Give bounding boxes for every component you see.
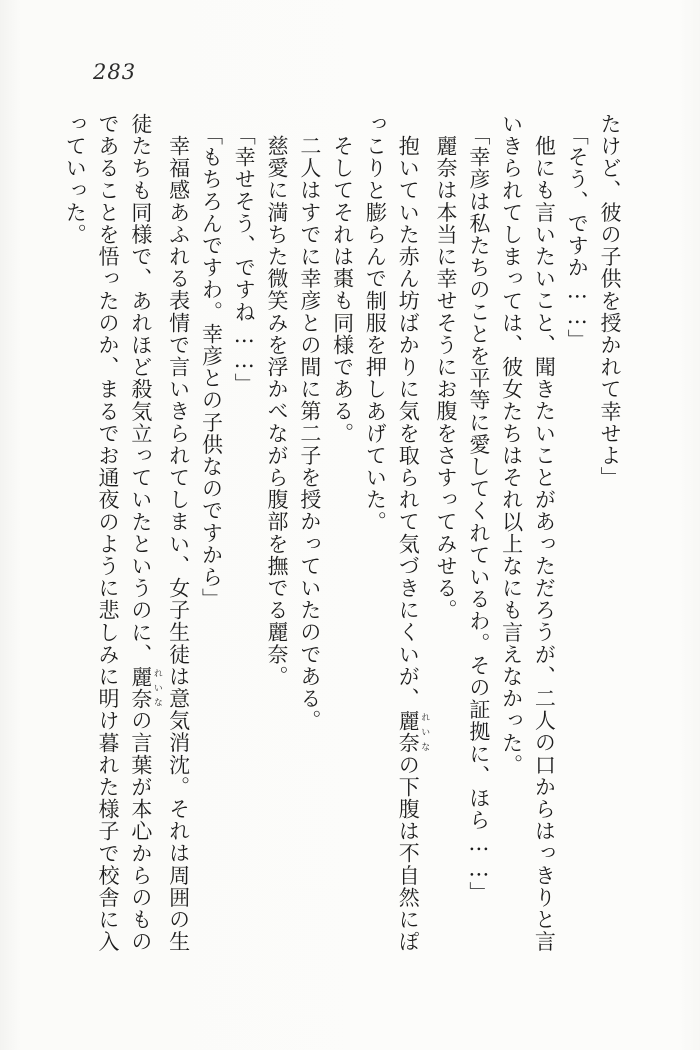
text-line: 幸福感あふれる表情で言いきられてしまい、女子生徒は意気消沈。それは周囲の生 [166,135,191,953]
text-line: いきられてしまっては、彼女たちはそれ以上なにも言えなかった。 [499,113,524,776]
text-line: っていった。 [63,113,88,246]
page-number: 283 [93,60,137,84]
text-line: っこりと膨らんで制服を押しあげていた。 [363,113,388,533]
ruby-annotated-name: 麗奈 れいな [396,709,430,754]
text-line: そしてそれは棗も同様である。 [330,135,355,445]
text-line: 慈愛に満ちた微笑みを浮かべながら腹部を撫でる麗奈。 [265,135,290,688]
text-line: 麗奈は本当に幸せそうにお腹をさすってみせる。 [434,135,459,622]
text-line: 二人はすでに幸彦との間に第二子を授かっていたのである。 [297,135,322,732]
text-line: 「そう、ですか……」 [565,124,590,351]
text-line: 「幸せそう、ですね……」 [232,124,257,396]
text-area [58,113,626,960]
text-line: 「幸彦は私たちのことを平等に愛してくれているわ。その証拠に、ほら……」 [466,124,491,904]
text-line: 抱いていた赤ん坊ばかりに気を取られて気づきにくいが、麗奈 れいなの下腹は不自然にぽ [396,135,430,953]
text-line: たけど、彼の子供を授かれて幸せよ」 [598,113,622,489]
text-line: 徒たちも同様で、あれほど殺気立っていたというのに、麗奈 れいなの言葉が本心からのもの [128,113,162,953]
text-line: 「もちろんですわ。幸彦との子供なのですから」 [199,124,224,611]
text-line: であることを悟ったのか、まるでお通夜のように悲しみに明け暮れた様子で校舎に入 [96,113,121,953]
ruby-annotated-name: 麗奈 れいな [128,665,162,710]
text-line: 他にも言いたいこと、聞きたいことがあっただろうが、二人の口からはっきりと言 [532,135,557,953]
